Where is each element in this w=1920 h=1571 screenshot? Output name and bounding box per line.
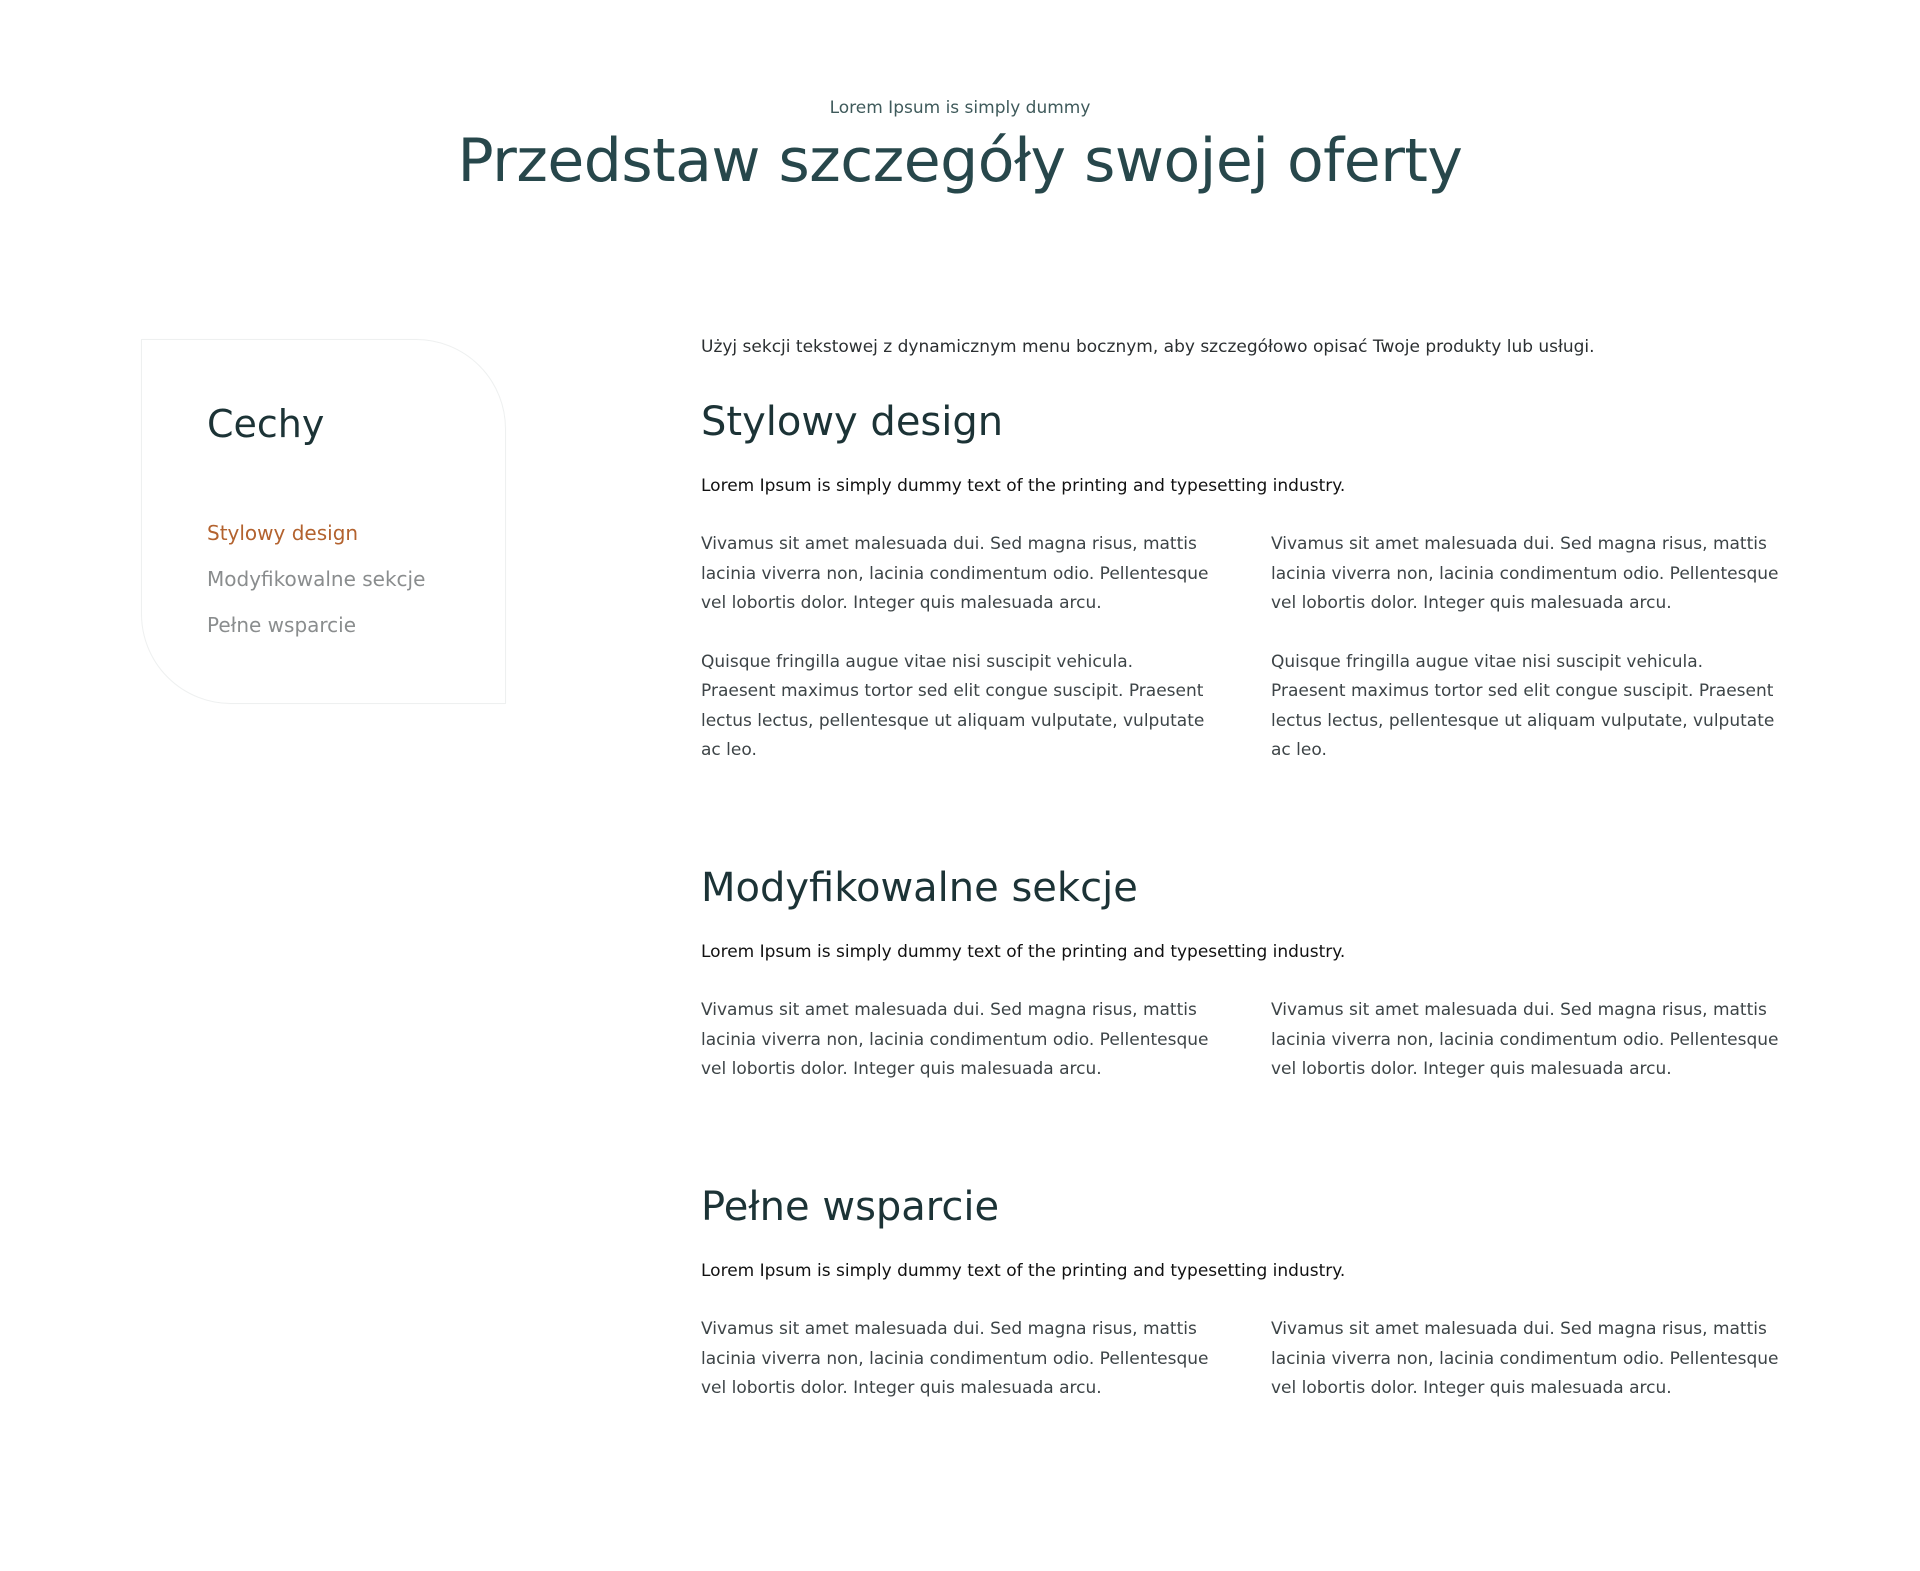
section-title: Pełne wsparcie (701, 1184, 1000, 1230)
paragraph: Vivamus sit amet malesuada dui. Sed magna risus, mattis lacinia viverra non, lacinia condimentum odio. Pellentesque vel lobortis dolor. Integer quis malesuada arcu. (701, 534, 1209, 613)
section-columns (701, 996, 1781, 1085)
column-right (1271, 1315, 1781, 1404)
section-stylowy-design (701, 398, 1781, 766)
page-title: Przedstaw szczegóły swojej oferty (457, 126, 1463, 196)
section-lead: Lorem Ipsum is simply dummy text of the printing and typesetting industry. (701, 1261, 1346, 1281)
paragraph: Vivamus sit amet malesuada dui. Sed magna risus, mattis lacinia viverra non, lacinia condimentum odio. Pellentesque vel lobortis dolor. Integer quis malesuada arcu. (1271, 534, 1779, 613)
paragraph: Vivamus sit amet malesuada dui. Sed magna risus, mattis lacinia viverra non, lacinia condimentum odio. Pellentesque vel lobortis dolor. Integer quis malesuada arcu. (701, 1319, 1209, 1398)
section-columns (701, 1315, 1781, 1404)
paragraph: Vivamus sit amet malesuada dui. Sed magna risus, mattis lacinia viverra non, lacinia condimentum odio. Pellentesque vel lobortis dolor. Integer quis malesuada arcu. (1271, 1000, 1779, 1079)
sidebar-item-pelne-wsparcie[interactable]: Pełne wsparcie (207, 613, 357, 637)
column-right (1271, 996, 1781, 1085)
sidebar-title: Cechy (207, 402, 325, 446)
section-title: Modyfikowalne sekcje (701, 865, 1138, 911)
column-right (1271, 530, 1781, 766)
section-pelne-wsparcie (701, 1183, 1781, 1404)
paragraph: Quisque fringilla augue vitae nisi suscipit vehicula. Praesent maximus tortor sed elit congue suscipit. Praesent lectus lectus, pellentesque ut aliquam vulputate, vulputate ac leo. (701, 651, 1205, 760)
section-lead: Lorem Ipsum is simply dummy text of the printing and typesetting industry. (701, 942, 1346, 962)
sidebar-item-modyfikowalne-sekcje[interactable]: Modyfikowalne sekcje (207, 567, 426, 591)
sidebar (141, 339, 506, 704)
section-modyfikowalne-sekcje (701, 864, 1781, 1085)
sidebar-nav (207, 510, 425, 648)
hero-eyebrow: Lorem Ipsum is simply dummy (829, 98, 1091, 118)
paragraph: Quisque fringilla augue vitae nisi suscipit vehicula. Praesent maximus tortor sed elit congue suscipit. Praesent lectus lectus, pellentesque ut aliquam vulputate, vulputate ac leo. (1271, 651, 1775, 760)
column-left (701, 530, 1211, 766)
section-lead: Lorem Ipsum is simply dummy text of the printing and typesetting industry. (701, 476, 1346, 496)
intro-text: Użyj sekcji tekstowej z dynamicznym menu bocznym, aby szczegółowo opisać Twoje produkty lub usługi. (701, 337, 1595, 357)
paragraph: Vivamus sit amet malesuada dui. Sed magna risus, mattis lacinia viverra non, lacinia condimentum odio. Pellentesque vel lobortis dolor. Integer quis malesuada arcu. (1271, 1319, 1779, 1398)
section-title: Stylowy design (701, 399, 1004, 445)
section-columns (701, 530, 1781, 766)
column-left (701, 996, 1211, 1085)
column-left (701, 1315, 1211, 1404)
sidebar-item-stylowy-design[interactable]: Stylowy design (207, 521, 359, 545)
paragraph: Vivamus sit amet malesuada dui. Sed magna risus, mattis lacinia viverra non, lacinia condimentum odio. Pellentesque vel lobortis dolor. Integer quis malesuada arcu. (701, 1000, 1209, 1079)
